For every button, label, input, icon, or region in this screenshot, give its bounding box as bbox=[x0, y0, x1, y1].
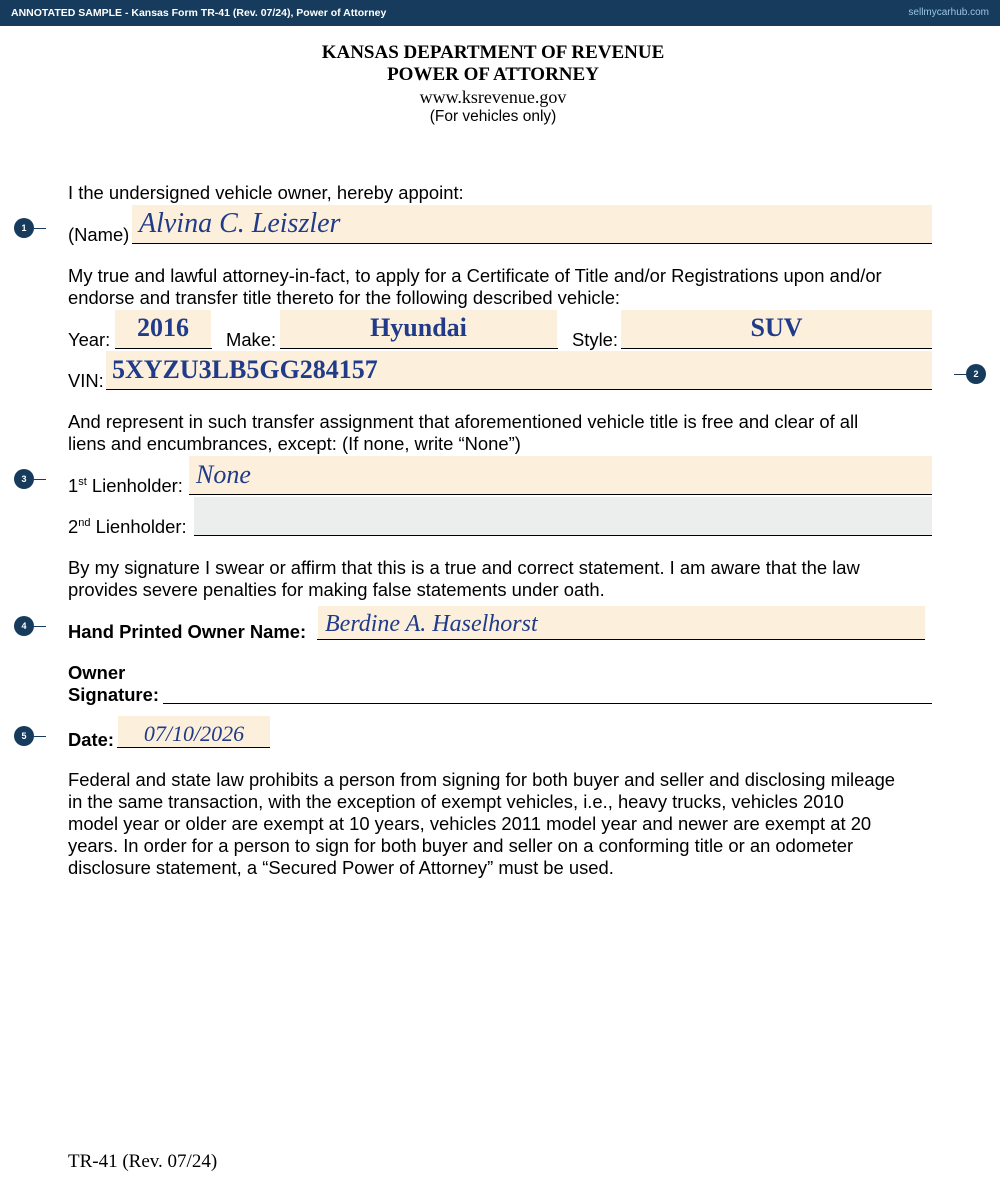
annotation-connector-1 bbox=[34, 228, 46, 229]
make-underline bbox=[280, 348, 558, 349]
law-text-line-4: years. In order for a person to sign for both buyer and seller on a conforming title or an odometer bbox=[68, 835, 854, 856]
department-heading: KANSAS DEPARTMENT OF REVENUE bbox=[321, 42, 665, 63]
annotation-marker-4: 4 bbox=[14, 616, 34, 636]
vin-label: VIN: bbox=[68, 370, 104, 391]
law-text-line-2: in the same transaction, with the exception of exempt vehicles, i.e., heavy trucks, vehicles 2010 bbox=[68, 791, 844, 812]
annotation-banner bbox=[0, 0, 1000, 26]
make-label: Make: bbox=[226, 329, 277, 350]
name-underline bbox=[132, 243, 932, 244]
annotation-marker-5: 5 bbox=[14, 726, 34, 746]
owner-name-label: Hand Printed Owner Name: bbox=[68, 621, 307, 642]
owner-name-value: Berdine A. Haselhorst bbox=[325, 611, 538, 637]
date-underline bbox=[117, 747, 270, 748]
liens-text-line-1: And represent in such transfer assignment that aforementioned vehicle title is free and clear of all bbox=[68, 411, 859, 432]
lienholder-1-field[interactable] bbox=[189, 456, 932, 494]
year-underline bbox=[115, 348, 212, 349]
lienholder-1-underline bbox=[189, 494, 932, 495]
form-subtitle: (For vehicles only) bbox=[429, 108, 557, 125]
annotation-connector-4 bbox=[34, 626, 46, 627]
banner-title: ANNOTATED SAMPLE - Kansas Form TR-41 (Rev. 07/24), Power of Attorney bbox=[11, 7, 387, 19]
owner-name-underline bbox=[317, 639, 925, 640]
law-text-line-5: disclosure statement, a “Secured Power of Attorney” must be used. bbox=[68, 857, 614, 878]
law-text-line-3: model year or older are exempt at 10 years, vehicles 2011 model year and newer are exempt at 20 bbox=[68, 813, 872, 834]
annotation-connector-5 bbox=[34, 736, 46, 737]
liens-text-line-2: liens and encumbrances, except: (If none, write “None”) bbox=[68, 433, 521, 454]
annotation-connector-2 bbox=[954, 374, 966, 375]
banner-site-link[interactable]: sellmycarhub.com bbox=[908, 7, 989, 18]
date-value: 07/10/2026 bbox=[143, 721, 245, 746]
lienholder-2-underline bbox=[194, 535, 932, 536]
annotation-connector-3 bbox=[34, 479, 46, 480]
website-text: www.ksrevenue.gov bbox=[419, 87, 567, 107]
date-label: Date: bbox=[68, 729, 114, 750]
vin-value: 5XYZU3LB5GG284157 bbox=[112, 355, 378, 384]
annotation-marker-1: 1 bbox=[14, 218, 34, 238]
form-heading: POWER OF ATTORNEY bbox=[387, 64, 599, 85]
vin-underline bbox=[106, 389, 932, 390]
law-text-line-1: Federal and state law prohibits a person from signing for both buyer and seller and disclosing mileage bbox=[68, 769, 896, 790]
style-label: Style: bbox=[572, 329, 618, 350]
year-label: Year: bbox=[68, 329, 111, 350]
affirm-text-line-2: provides severe penalties for making false statements under oath. bbox=[68, 579, 605, 600]
style-underline bbox=[621, 348, 932, 349]
attorney-text-line-1: My true and lawful attorney-in-fact, to apply for a Certificate of Title and/or Registrations upon and/or bbox=[68, 265, 882, 286]
name-value: Alvina C. Leiszler bbox=[139, 208, 341, 239]
annotation-marker-3: 3 bbox=[14, 469, 34, 489]
lienholder-1-label: 1st Lienholder: bbox=[68, 475, 183, 496]
form-revision-footer: TR-41 (Rev. 07/24) bbox=[68, 1151, 218, 1172]
year-value: 2016 bbox=[137, 313, 189, 342]
affirm-text-line-1: By my signature I swear or affirm that this is a true and correct statement. I am aware that the law bbox=[68, 557, 860, 578]
style-value: SUV bbox=[750, 313, 803, 342]
make-value: Hyundai bbox=[370, 313, 467, 342]
annotation-marker-2: 2 bbox=[966, 364, 986, 384]
lienholder-2-field[interactable] bbox=[194, 497, 932, 535]
signature-line[interactable] bbox=[163, 703, 932, 704]
name-label: (Name) bbox=[68, 224, 130, 245]
signature-label-line-1: Owner bbox=[68, 662, 126, 683]
lienholder-1-value: None bbox=[196, 460, 251, 489]
intro-text: I the undersigned vehicle owner, hereby appoint: bbox=[68, 182, 464, 203]
attorney-text-line-2: endorse and transfer title thereto for the following described vehicle: bbox=[68, 287, 621, 308]
signature-label-line-2: Signature: bbox=[68, 684, 159, 705]
lienholder-2-label: 2nd Lienholder: bbox=[68, 516, 187, 537]
